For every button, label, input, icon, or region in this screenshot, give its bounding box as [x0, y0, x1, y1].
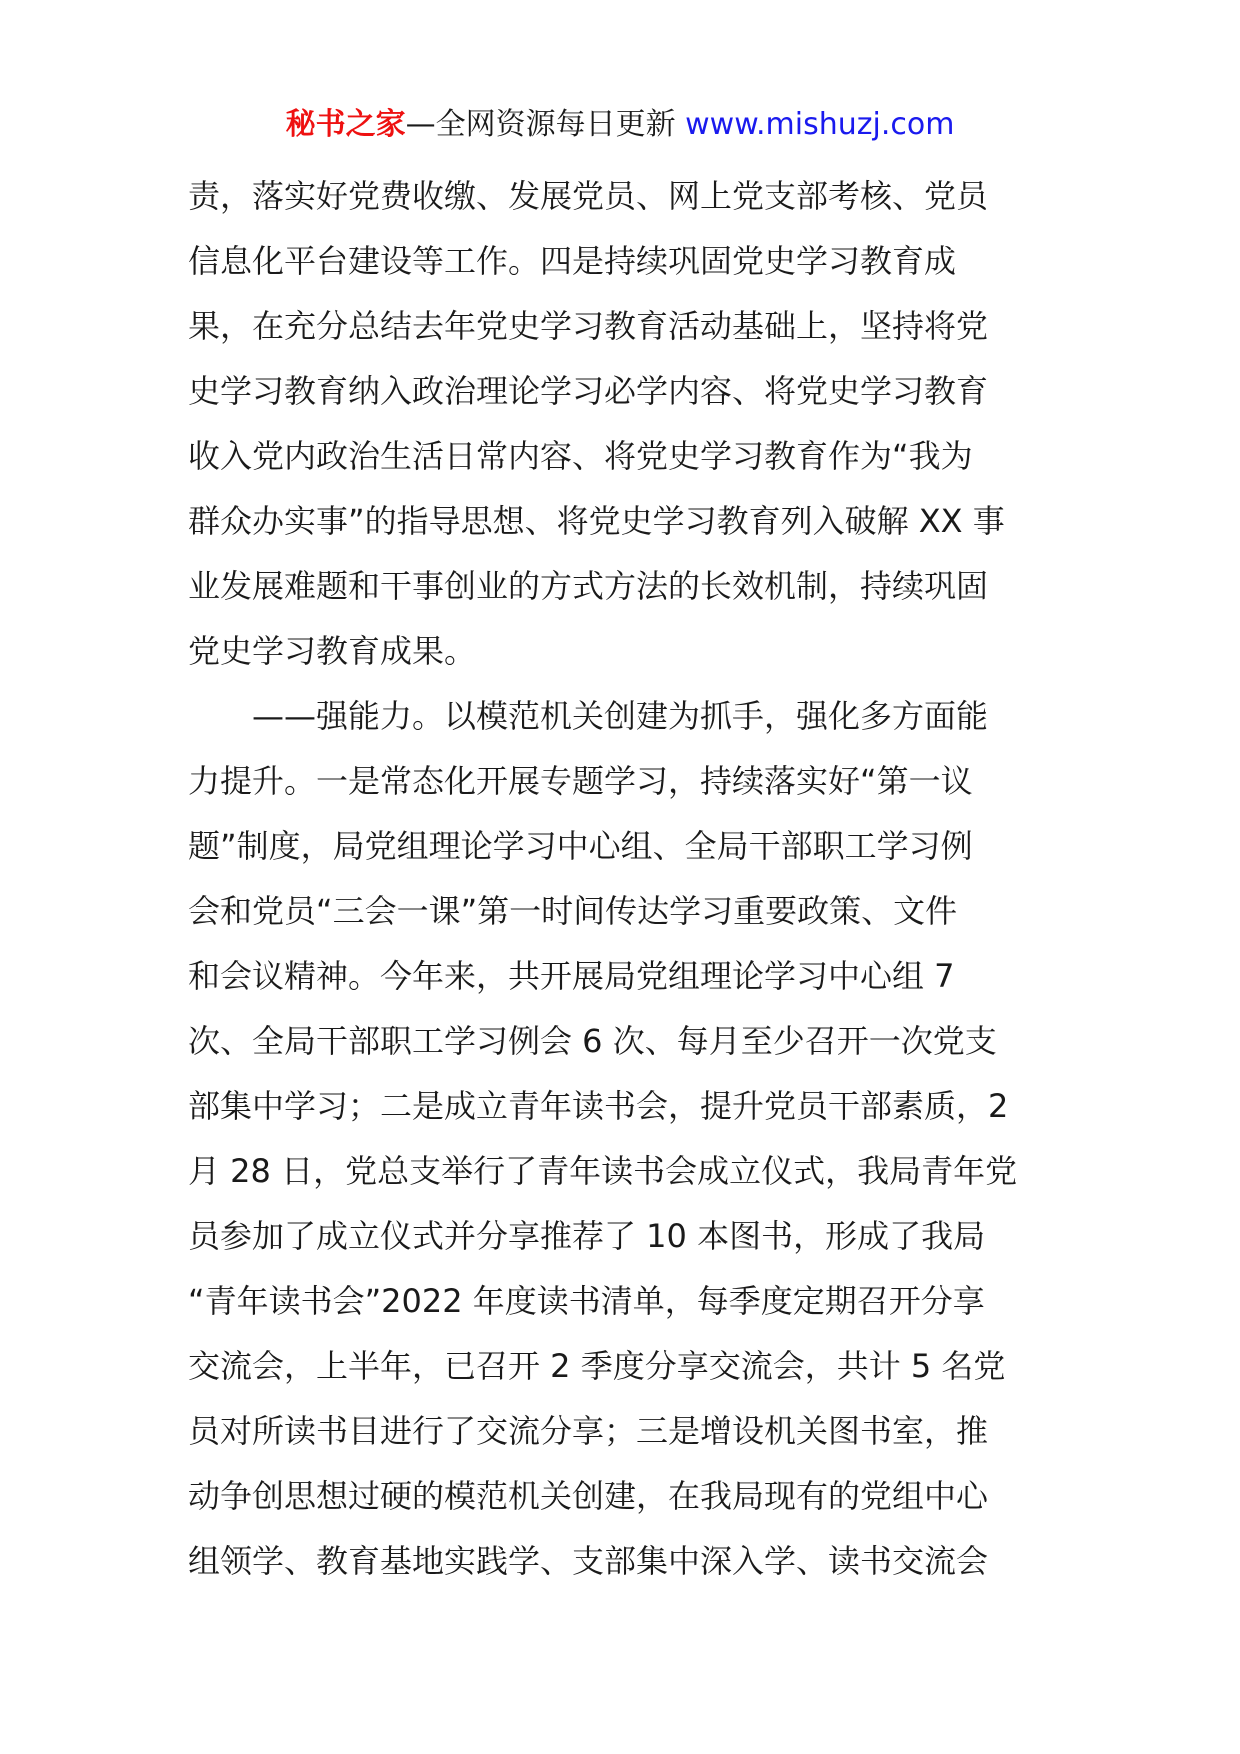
text-line: 信息化平台建设等工作。四是持续巩固党史学习教育成	[188, 242, 957, 280]
brand-name: 秘书之家	[285, 107, 406, 142]
text-line: 收入党内政治生活日常内容、将党史学习教育作为“我为	[188, 437, 973, 475]
text-line: 会和党员“三会一课”第一时间传达学习重要政策、文件	[188, 892, 958, 930]
text-line: 史学习教育纳入政治理论学习必学内容、将党史学习教育	[188, 372, 989, 410]
text-line: “青年读书会”2022 年度读书清单，每季度定期召开分享	[188, 1282, 985, 1320]
text-line: 动争创思想过硬的模范机关创建，在我局现有的党组中心	[188, 1477, 989, 1515]
text-line: 月 28 日，党总支举行了青年读书会成立仪式，我局青年党	[188, 1152, 1018, 1190]
page-header	[0, 105, 1240, 145]
text-line: 群众办实事”的指导思想、将党史学习教育列入破解 XX 事	[188, 502, 1005, 540]
text-line: 业发展难题和干事创业的方式方法的长效机制，持续巩固	[188, 567, 989, 605]
text-line: 次、全局干部职工学习例会 6 次、每月至少召开一次党支	[188, 1022, 997, 1060]
text-line: 和会议精神。今年来，共开展局党组理论学习中心组 7	[188, 957, 955, 995]
header-tagline: —全网资源每日更新	[405, 107, 686, 142]
text-line: 责，落实好党费收缴、发展党员、网上党支部考核、党员	[188, 177, 989, 215]
text-line: 交流会，上半年，已召开 2 季度分享交流会，共计 5 名党	[188, 1347, 1006, 1385]
document-body	[188, 164, 1068, 1594]
text-line: 力提升。一是常态化开展专题学习，持续落实好“第一议	[188, 762, 973, 800]
text-line: 组领学、教育基地实践学、支部集中深入学、读书交流会	[188, 1542, 989, 1580]
text-line: 党史学习教育成果。	[188, 632, 477, 670]
text-line: 题”制度，局党组理论学习中心组、全局干部职工学习例	[188, 827, 973, 865]
text-line: 果，在充分总结去年党史学习教育活动基础上，坚持将党	[188, 307, 989, 345]
website-link[interactable]: www.mishuzj.com	[685, 107, 955, 142]
text-line: 员参加了成立仪式并分享推荐了 10 本图书，形成了我局	[188, 1217, 986, 1255]
text-line: 员对所读书目进行了交流分享；三是增设机关图书室，推	[188, 1412, 989, 1450]
text-line: 部集中学习；二是成立青年读书会，提升党员干部素质，2	[188, 1087, 1009, 1125]
text-line: ——强能力。以模范机关创建为抓手，强化多方面能	[188, 697, 989, 735]
